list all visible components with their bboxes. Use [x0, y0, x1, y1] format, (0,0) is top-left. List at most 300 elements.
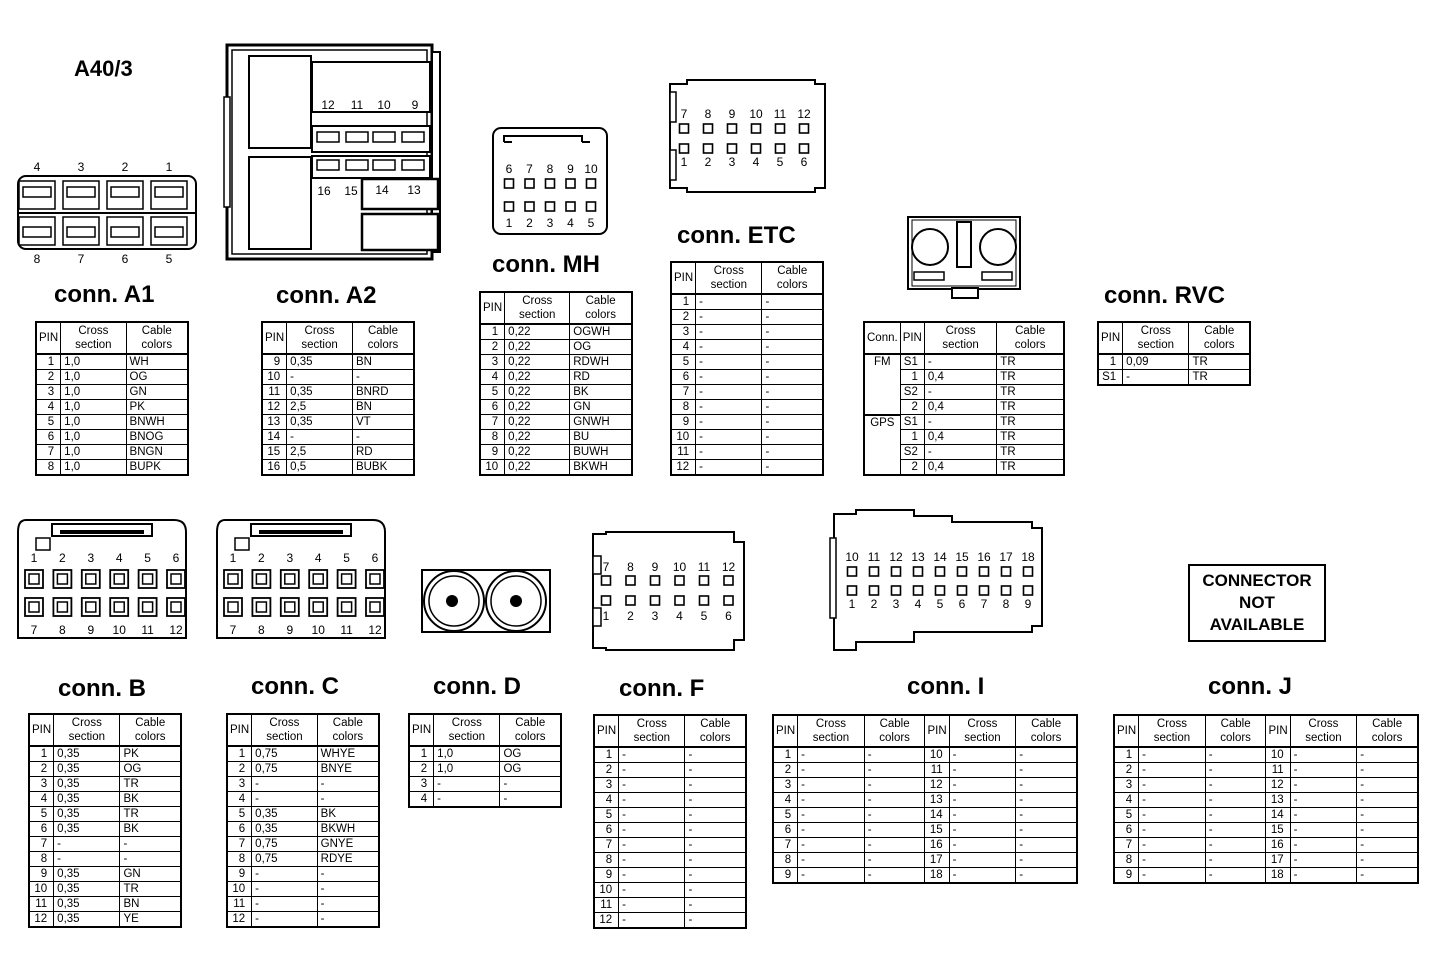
pin-cell: 3 [671, 325, 696, 340]
table-row [773, 853, 1077, 868]
pin-cell: 13 [262, 415, 287, 430]
cable-color-cell: - [1357, 808, 1418, 823]
pin-label: 4 [33, 160, 41, 174]
pin-label: 2 [258, 551, 265, 565]
pin-cell: 7 [480, 415, 505, 430]
pin-label: 5 [936, 597, 944, 611]
pin-cell: 1 [480, 324, 505, 340]
pin-slot [23, 187, 51, 197]
cable-color-cell: - [1357, 823, 1418, 838]
pin-cell: 5 [594, 808, 619, 823]
pin-label: 5 [776, 155, 784, 169]
table-row [480, 430, 632, 445]
connector-mh-drawing [490, 124, 612, 239]
cable-color-cell: - [864, 793, 925, 808]
cross-section-cell: - [1139, 793, 1206, 808]
pin-cell: S2 [900, 385, 924, 400]
cable-color-cell: - [685, 808, 746, 823]
pin-cell: 1 [227, 746, 252, 762]
cable-color-cell: - [1016, 868, 1077, 884]
cable-color-cell: - [1205, 808, 1266, 823]
table-row [1114, 763, 1418, 778]
cable-color-cell: - [1016, 823, 1077, 838]
cable-color-cell: - [1205, 778, 1266, 793]
pin-label: 10 [311, 623, 325, 637]
cross-section-cell: - [252, 912, 317, 928]
connector-c-drawing [213, 516, 388, 641]
pin-contact [342, 574, 352, 584]
table-row [1114, 793, 1418, 808]
cross-section-cell: 0,4 [924, 370, 996, 385]
cross-section-cell: - [1290, 763, 1357, 778]
pin-label: 11 [867, 550, 881, 564]
pin-label: 1 [229, 551, 237, 565]
pin-table-b [28, 713, 182, 928]
table-row [227, 867, 379, 882]
cross-section-cell: - [252, 882, 317, 897]
cable-color-cell: - [864, 747, 925, 763]
pin-contact [114, 602, 124, 612]
cable-color-cell: WH [126, 354, 188, 370]
pin-contact [86, 574, 96, 584]
table-header-cell: Cable colors [1016, 715, 1077, 747]
connector-title-i: conn. I [907, 673, 985, 700]
connector-title-rvc: conn. RVC [1104, 282, 1225, 309]
cross-section-cell: 0,22 [505, 324, 570, 340]
pin-cavity [626, 576, 635, 585]
cross-section-cell: 0,22 [505, 340, 570, 355]
pin-cell: 15 [1266, 823, 1290, 838]
table-row [36, 460, 188, 476]
pin-cavity [752, 124, 761, 133]
pin-label: 5 [144, 551, 151, 565]
pin-label: 9 [567, 162, 574, 176]
table-row [29, 912, 181, 928]
connector-not-available-notice [1188, 564, 1326, 642]
cable-color-cell: - [1016, 747, 1077, 763]
table-row [1114, 868, 1418, 884]
pin-cavity [566, 179, 575, 188]
pin-cell: 15 [925, 823, 949, 838]
cross-section-cell: - [798, 838, 865, 853]
pin-cavity [651, 596, 660, 605]
cross-section-cell: - [1123, 370, 1189, 386]
pin-label: 8 [704, 107, 712, 121]
connector-d-drawing [418, 566, 556, 636]
pin-cell: 5 [480, 385, 505, 400]
pin-label: 8 [546, 162, 554, 176]
table-row [671, 400, 823, 415]
table-row [480, 445, 632, 460]
cable-color-cell: - [864, 763, 925, 778]
table-header-cell: PIN [925, 715, 949, 747]
cross-section-cell: - [252, 897, 317, 912]
cable-color-cell: TR [997, 460, 1064, 476]
cross-section-cell: - [1290, 793, 1357, 808]
pin-cell: 14 [262, 430, 287, 445]
pin-cell: 4 [671, 340, 696, 355]
table-header-cell: PIN [594, 715, 619, 747]
pin-label: 11 [340, 623, 353, 637]
cable-color-cell: - [1205, 838, 1266, 853]
pin-contact [256, 574, 266, 584]
pin-cell: 11 [925, 763, 949, 778]
cable-color-cell: BUWH [570, 445, 632, 460]
connector-etc-drawing [665, 76, 833, 196]
table-row [227, 837, 379, 852]
cable-color-cell: - [1016, 778, 1077, 793]
pin-cell: 2 [409, 762, 434, 777]
group-name-cell: GPS [864, 415, 900, 476]
group-name-cell: FM [864, 354, 900, 415]
pin-slot [155, 227, 183, 237]
pin-cell: 15 [262, 445, 287, 460]
table-row [227, 792, 379, 807]
pin-label: 12 [169, 623, 183, 637]
cable-color-cell: - [685, 823, 746, 838]
cable-color-cell: YE [120, 912, 181, 928]
pin-cavity [776, 124, 785, 133]
pin-label: 1 [165, 160, 173, 174]
notice-line-2: NOT [1239, 593, 1275, 612]
table-header-cell: PIN [262, 322, 287, 354]
table-row [227, 777, 379, 792]
cable-color-cell: TR [997, 400, 1064, 415]
pin-slot [346, 160, 368, 170]
cable-color-cell: - [685, 913, 746, 929]
cable-color-cell: BN [352, 400, 414, 415]
pin-cell: 18 [925, 868, 949, 884]
table-row [594, 763, 746, 778]
pin-cavity [546, 179, 555, 188]
cross-section-cell: - [949, 778, 1016, 793]
cross-section-cell: 1,0 [61, 370, 126, 385]
cable-color-cell: - [1016, 793, 1077, 808]
table-header-cell: PIN [671, 262, 696, 294]
cable-color-cell: GN [120, 867, 181, 882]
cable-color-cell: BNWH [126, 415, 188, 430]
cable-color-cell: - [1205, 747, 1266, 763]
pin-slot [111, 187, 139, 197]
cable-color-cell: - [762, 340, 823, 355]
cross-section-cell: 1,0 [61, 354, 126, 370]
cross-section-cell: 0,75 [252, 746, 317, 762]
cable-color-cell: - [1357, 793, 1418, 808]
cross-section-cell: - [287, 370, 353, 385]
cable-color-cell: BK [570, 385, 632, 400]
pin-label: 8 [627, 560, 634, 574]
cross-section-cell: - [949, 793, 1016, 808]
cross-section-cell: 0,35 [54, 882, 120, 897]
table-header-cell: Cross section [54, 714, 120, 746]
cross-section-cell: - [434, 777, 500, 792]
pin-cavity [680, 124, 689, 133]
cable-color-cell: - [1205, 763, 1266, 778]
table-header-cell: PIN [900, 322, 924, 354]
pin-cavity [1024, 586, 1033, 595]
pin-cavity [892, 586, 901, 595]
cable-color-cell: - [762, 430, 823, 445]
cable-color-cell: - [317, 912, 379, 928]
connector-a1-drawing [15, 155, 200, 270]
pin-cavity [936, 567, 945, 576]
table-header-cell: PIN [29, 714, 54, 746]
table-header-cell: Cross section [798, 715, 865, 747]
pin-cell: 7 [671, 385, 696, 400]
notice-line-3: AVAILABLE [1209, 615, 1305, 634]
pin-cell: 2 [594, 763, 619, 778]
cable-color-cell: BK [120, 792, 181, 807]
notice-line-1: CONNECTOR [1202, 571, 1312, 590]
cable-color-cell: - [500, 777, 561, 792]
cable-color-cell: - [685, 838, 746, 853]
cross-section-cell: - [619, 868, 685, 883]
pin-cavity [587, 202, 596, 211]
table-row [480, 460, 632, 476]
table-row [227, 912, 379, 928]
cross-section-cell: 0,75 [252, 762, 317, 777]
cable-color-cell: - [685, 747, 746, 763]
cable-color-cell: - [1205, 823, 1266, 838]
cable-color-cell: - [864, 868, 925, 884]
pin-cell: S2 [900, 445, 924, 460]
cross-section-cell: - [798, 793, 865, 808]
cross-section-cell: - [696, 325, 762, 340]
pin-table-d [408, 713, 562, 808]
pin-cell: 2 [29, 762, 54, 777]
pin-cavity [505, 202, 514, 211]
pin-cell: 4 [773, 793, 798, 808]
diagram-title: A40/3 [74, 56, 133, 81]
pin-cell: 1 [29, 746, 54, 762]
cross-section-cell: - [1139, 763, 1206, 778]
cross-section-cell: - [696, 400, 762, 415]
pin-table-fm-gps [863, 321, 1065, 476]
cross-section-cell: 0,22 [505, 415, 570, 430]
pin-label: 6 [371, 551, 379, 565]
cable-color-cell: - [1357, 838, 1418, 853]
cross-section-cell: - [434, 792, 500, 808]
pin-cavity [602, 576, 611, 585]
pin-label: 1 [848, 597, 856, 611]
cable-color-cell: - [685, 853, 746, 868]
pin-cell: 7 [227, 837, 252, 852]
connector-title-c: conn. C [251, 673, 339, 700]
pin-cell: 10 [29, 882, 54, 897]
pin-cavity [848, 567, 857, 576]
table-header-cell: Cross section [252, 714, 317, 746]
table-header-cell: PIN [36, 322, 61, 354]
pin-cavity [752, 144, 761, 153]
pin-cell: 10 [594, 883, 619, 898]
pin-cell: 13 [1266, 793, 1290, 808]
cross-section-cell: 0,35 [54, 807, 120, 822]
pin-cell: 8 [594, 853, 619, 868]
table-row [1114, 808, 1418, 823]
table-header-cell: Cable colors [352, 322, 414, 354]
pin-cell: 5 [1114, 808, 1139, 823]
pin-cavity [958, 586, 967, 595]
pin-label: 3 [728, 155, 736, 169]
pin-contact [171, 574, 181, 584]
cross-section-cell: - [619, 883, 685, 898]
cross-section-cell: - [696, 355, 762, 370]
pin-cell: 3 [1114, 778, 1139, 793]
pin-cell: 2 [36, 370, 61, 385]
cross-section-cell: 0,4 [924, 460, 996, 476]
pin-cell: 10 [925, 747, 949, 763]
cross-section-cell: - [1290, 808, 1357, 823]
pin-label: 12 [889, 550, 903, 564]
cross-section-cell: - [1139, 778, 1206, 793]
pin-label: 9 [411, 98, 419, 112]
table-row [480, 340, 632, 355]
pin-cell: 6 [29, 822, 54, 837]
pin-table-rvc [1097, 321, 1251, 386]
cross-section-cell: - [798, 853, 865, 868]
pin-cavity [936, 586, 945, 595]
pin-cavity [870, 586, 879, 595]
cross-section-cell: - [619, 838, 685, 853]
cross-section-cell: 0,35 [54, 792, 120, 807]
table-header-cell: Cable colors [997, 322, 1064, 354]
pin-cell: 7 [29, 837, 54, 852]
cable-color-cell: TR [997, 370, 1064, 385]
cable-color-cell: BNYE [317, 762, 379, 777]
table-header-cell: Cross section [434, 714, 500, 746]
cross-section-cell: 0,35 [54, 822, 120, 837]
cable-color-cell: BK [120, 822, 181, 837]
pin-contact [313, 602, 323, 612]
cross-section-cell: - [1290, 747, 1357, 763]
pin-cell: 16 [262, 460, 287, 476]
pin-label: 14 [933, 550, 947, 564]
pin-cavity [680, 144, 689, 153]
table-row [227, 807, 379, 822]
cross-section-cell: 0,35 [54, 912, 120, 928]
table-row [262, 400, 414, 415]
cross-section-cell: - [798, 763, 865, 778]
pin-label: 3 [87, 551, 95, 565]
pin-table-mh [479, 291, 633, 476]
pin-cavity [700, 576, 709, 585]
cross-section-cell: - [798, 823, 865, 838]
pin-label: 2 [121, 160, 129, 174]
table-row [29, 822, 181, 837]
table-header-cell: PIN [1266, 715, 1290, 747]
cross-section-cell: 0,22 [505, 460, 570, 476]
cable-color-cell: - [1016, 763, 1077, 778]
pin-cell: 1 [1098, 354, 1123, 370]
pin-table-a2 [261, 321, 415, 476]
cable-color-cell: BK [317, 807, 379, 822]
cable-color-cell: - [864, 808, 925, 823]
cross-section-cell: - [696, 310, 762, 325]
pin-label: 9 [728, 107, 736, 121]
table-row [227, 822, 379, 837]
pin-cell: 6 [594, 823, 619, 838]
pin-cell: 4 [409, 792, 434, 808]
table-row [36, 370, 188, 385]
pin-label: 2 [59, 551, 66, 565]
pin-label: 11 [697, 560, 711, 574]
cable-color-cell: OG [500, 762, 561, 777]
table-row [262, 415, 414, 430]
table-header-cell: Cross section [924, 322, 996, 354]
table-row [227, 882, 379, 897]
connector-a2-drawing [222, 42, 447, 264]
cable-color-cell: OG [126, 370, 188, 385]
cable-color-cell: - [762, 445, 823, 460]
table-row [594, 778, 746, 793]
cross-section-cell: - [1290, 853, 1357, 868]
table-row [671, 294, 823, 310]
cross-section-cell: 1,0 [434, 762, 500, 777]
pin-cell: 6 [773, 823, 798, 838]
pin-contact [228, 602, 238, 612]
pin-label: 3 [77, 160, 85, 174]
cross-section-cell: 0,35 [252, 822, 317, 837]
pin-label: 16 [317, 184, 331, 198]
table-row [773, 808, 1077, 823]
cable-color-cell: - [762, 355, 823, 370]
pin-label: 12 [321, 98, 335, 112]
cross-section-cell: - [1139, 747, 1206, 763]
pin-cell: 14 [1266, 808, 1290, 823]
pin-cell: 8 [227, 852, 252, 867]
cross-section-cell: - [619, 913, 685, 929]
pin-cell: 4 [227, 792, 252, 807]
pin-cell: 12 [262, 400, 287, 415]
pin-cell: 8 [773, 853, 798, 868]
table-row [671, 370, 823, 385]
cross-section-cell: 0,75 [252, 852, 317, 867]
cross-section-cell: - [1139, 838, 1206, 853]
cross-section-cell: - [252, 777, 317, 792]
cable-color-cell: WHYE [317, 746, 379, 762]
cable-color-cell: - [1205, 853, 1266, 868]
table-header-cell: Cross section [505, 292, 570, 324]
pin-cavity [800, 124, 809, 133]
pin-cell: 6 [671, 370, 696, 385]
pin-label: 6 [505, 162, 513, 176]
table-row [773, 823, 1077, 838]
cross-section-cell: 1,0 [61, 460, 126, 476]
cross-section-cell: - [924, 415, 996, 430]
cable-color-cell: TR [120, 882, 181, 897]
cable-color-cell: BUPK [126, 460, 188, 476]
table-row [594, 853, 746, 868]
table-header-cell: Cable colors [762, 262, 823, 294]
table-row [1114, 838, 1418, 853]
pin-label: 7 [602, 560, 610, 574]
cable-color-cell: VT [352, 415, 414, 430]
cross-section-cell: - [619, 793, 685, 808]
table-row [36, 445, 188, 460]
pin-label: 10 [584, 162, 598, 176]
pin-label: 8 [258, 623, 265, 637]
cross-section-cell: - [798, 778, 865, 793]
cross-section-cell: - [252, 867, 317, 882]
pin-label: 3 [651, 609, 659, 623]
pin-cell: 8 [29, 852, 54, 867]
pin-label: 10 [749, 107, 763, 121]
cable-color-cell: OG [500, 746, 561, 762]
pin-cavity [525, 179, 534, 188]
cross-section-cell: - [1290, 838, 1357, 853]
pin-cell: 2 [773, 763, 798, 778]
pin-cell: 3 [773, 778, 798, 793]
